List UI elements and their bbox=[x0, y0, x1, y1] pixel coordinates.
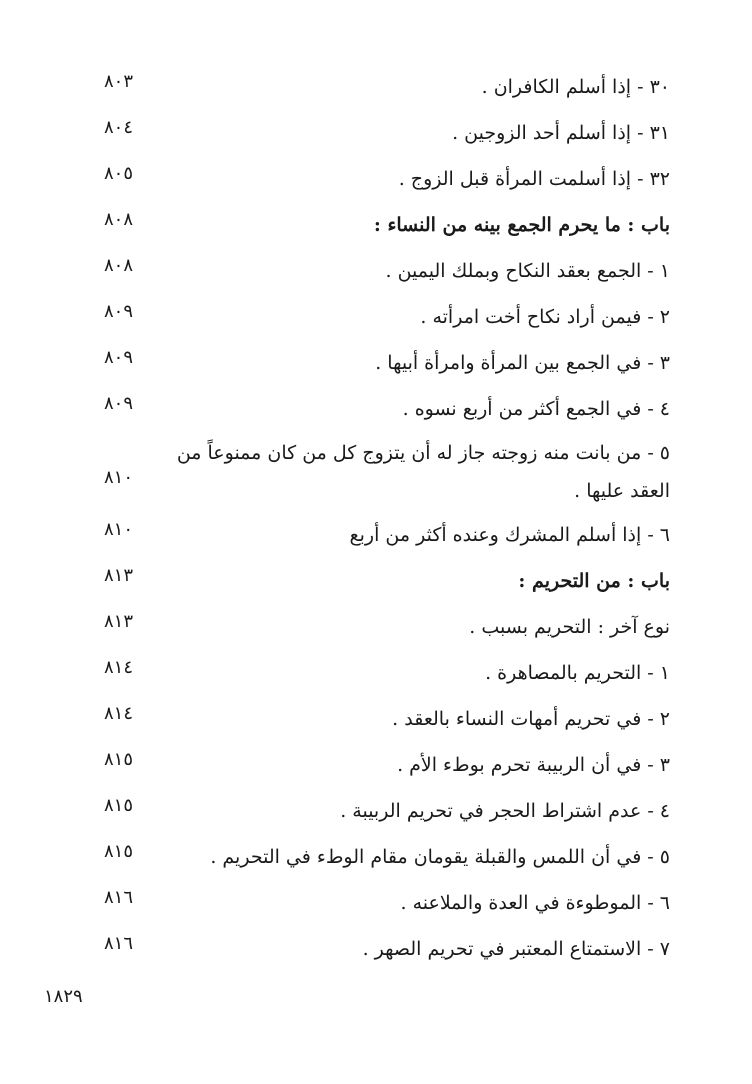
toc-entry-page: ٨١٦ bbox=[104, 933, 134, 954]
toc-entry-title: ٤ - عدم اشتراط الحجر في تحريم الربيبة . bbox=[340, 800, 670, 822]
toc-entry bbox=[80, 696, 670, 742]
toc-entry-title: ٣ - في الجمع بين المرأة وامرأة أبيها . bbox=[375, 352, 670, 374]
toc-entry-page: ٨١٠ bbox=[104, 467, 134, 488]
toc-heading-title: باب : ما يحرم الجمع بينه من النساء : bbox=[373, 214, 670, 236]
toc-entry-page: ٨٠٨ bbox=[104, 255, 134, 276]
toc-entry-title: ٢ - في تحريم أمهات النساء بالعقد . bbox=[392, 708, 670, 730]
toc-entry-title: ٥ - في أن اللمس والقبلة يقومان مقام الوطء في التحريم . bbox=[210, 846, 670, 868]
toc-entry-page: ٨١٥ bbox=[104, 841, 134, 862]
toc-entry bbox=[80, 512, 670, 558]
toc-entry bbox=[80, 788, 670, 834]
toc-entry-page: ٨٠٤ bbox=[104, 117, 134, 138]
toc-entry-page: ٨١٦ bbox=[104, 887, 134, 908]
toc-entry-title: ٢ - فيمن أراد نكاح أخت امرأته . bbox=[420, 306, 670, 328]
toc-entry bbox=[80, 432, 670, 512]
toc-entry bbox=[80, 110, 670, 156]
toc-entry bbox=[80, 926, 670, 972]
toc-entry-page: ٨٠٣ bbox=[104, 71, 134, 92]
toc-entry-page: ٨١٥ bbox=[104, 749, 134, 770]
toc-section-heading bbox=[80, 558, 670, 604]
toc-entry-title: ٣ - في أن الربيبة تحرم بوطء الأم . bbox=[397, 754, 670, 776]
toc-entry-title: ٦ - إذا أسلم المشرك وعنده أكثر من أربع bbox=[349, 524, 670, 546]
toc-entry-page: ٨١٤ bbox=[104, 703, 134, 724]
toc-entry bbox=[80, 340, 670, 386]
toc-entry bbox=[80, 156, 670, 202]
toc-entry bbox=[80, 604, 670, 650]
toc-entry-title: ٧ - الاستمتاع المعتبر في تحريم الصهر . bbox=[362, 938, 670, 960]
table-of-contents bbox=[80, 64, 670, 972]
toc-entry-page: ٨١٣ bbox=[104, 611, 134, 632]
toc-entry-page: ٨٠٨ bbox=[104, 209, 134, 230]
toc-entry bbox=[80, 248, 670, 294]
toc-heading-title: باب : من التحريم : bbox=[518, 570, 670, 592]
toc-entry-page: ٨٠٩ bbox=[104, 393, 134, 414]
toc-entry-title: ٣٠ - إذا أسلم الكافران . bbox=[481, 76, 670, 98]
footer-page-number: ١٨٢٩ bbox=[44, 986, 83, 1007]
toc-entry-title: ٦ - الموطوءة في العدة والملاعنه . bbox=[400, 892, 670, 914]
toc-entry-page: ٨١٠ bbox=[104, 519, 134, 540]
toc-entry bbox=[80, 650, 670, 696]
toc-entry-title: نوع آخر : التحريم بسبب . bbox=[469, 616, 670, 638]
toc-entry-page: ٨٠٩ bbox=[104, 301, 134, 322]
toc-section-heading bbox=[80, 202, 670, 248]
toc-entry-title: ١ - التحريم بالمصاهرة . bbox=[485, 662, 670, 684]
toc-entry bbox=[80, 742, 670, 788]
toc-entry-title: ٤ - في الجمع أكثر من أربع نسوه . bbox=[402, 398, 670, 420]
toc-entry bbox=[80, 834, 670, 880]
toc-entry-page: ٨٠٩ bbox=[104, 347, 134, 368]
toc-entry bbox=[80, 386, 670, 432]
toc-entry-page: ٨١٣ bbox=[104, 565, 134, 586]
toc-entry bbox=[80, 880, 670, 926]
toc-entry-title: ١ - الجمع بعقد النكاح وبملك اليمين . bbox=[385, 260, 670, 282]
toc-entry-title: ٣٢ - إذا أسلمت المرأة قبل الزوج . bbox=[398, 168, 670, 190]
toc-entry-page: ٨١٥ bbox=[104, 795, 134, 816]
toc-entry-page: ٨٠٥ bbox=[104, 163, 134, 184]
toc-entry-page: ٨١٤ bbox=[104, 657, 134, 678]
toc-entry bbox=[80, 64, 670, 110]
toc-entry-title: ٣١ - إذا أسلم أحد الزوجين . bbox=[452, 122, 670, 144]
toc-entry-title: ٥ - من بانت منه زوجته جاز له أن يتزوج كل من كان ممنوعاً من العقد عليها . bbox=[176, 442, 670, 502]
toc-entry bbox=[80, 294, 670, 340]
